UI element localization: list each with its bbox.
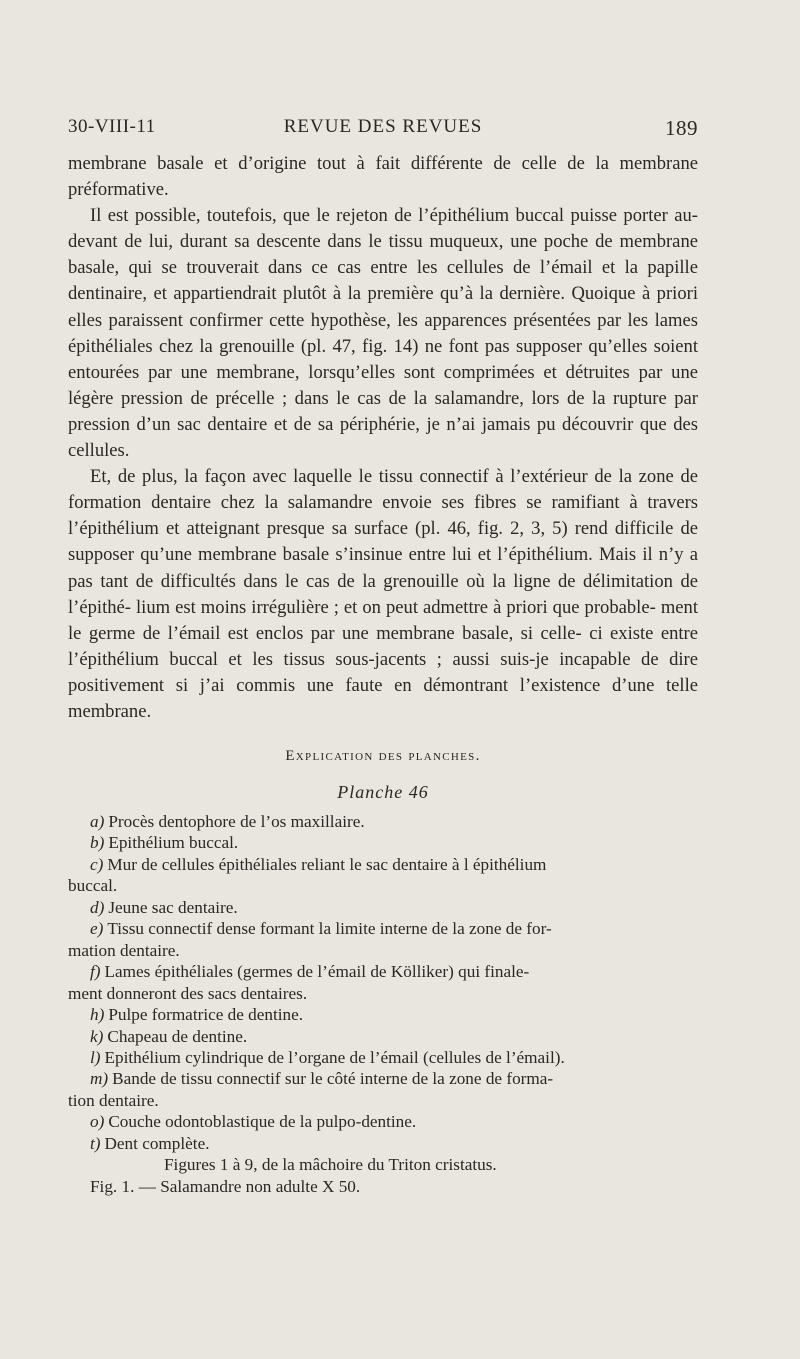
- text-line: démontrant l’existence d’une telle membrane.: [68, 674, 699, 722]
- legend-text: Tissu connectif dense formant la limite interne de la zone de for-: [107, 919, 552, 939]
- text-line: s’insinue entre lui et l’épithélium. Mais il n’y a pas tant de difficultés: [68, 544, 699, 592]
- text-line: entourées par une membrane, lorsqu’elles sont comprimées et détruites: [68, 361, 630, 383]
- legend-text: Mur de cellules épithéliales reliant le sac dentaire à l épithélium: [107, 854, 547, 874]
- legend-key: l): [90, 1047, 101, 1067]
- legend-text-continued: buccal.: [68, 876, 118, 896]
- text-line: ment le germe de l’émail est enclos par une membrane basale, si celle-: [68, 596, 699, 644]
- text-line: cette hypothèse, les apparences présentées par les lames épithéliales: [68, 309, 698, 357]
- legend-item: [90, 811, 695, 832]
- legend-key: t): [90, 1133, 101, 1153]
- legend-text: Epithélium buccal.: [108, 833, 239, 853]
- text-line: Il est possible, toutefois, que le rejeton de l’épithélium buccal puisse: [90, 205, 617, 227]
- legend-item: [90, 1133, 695, 1154]
- text-line: suis-je incapable de dire positivement si j’ai commis une faute en: [68, 648, 698, 696]
- legend-key: m): [90, 1069, 109, 1089]
- text-line: cellules de l’émail et la papille dentinaire, et appartiendrait plutôt à la: [68, 257, 698, 305]
- text-line: une poche de membrane basale, qui se trouverait dans ce cas entre les: [68, 231, 698, 279]
- text-line: par une légère pression de précelle ; dans le cas de la salamandre,: [68, 361, 698, 409]
- legend-text: Dent complète.: [104, 1133, 210, 1153]
- legend-key: e): [90, 919, 104, 939]
- text-line: porter au-devant de lui, durant sa descente dans le tissu muqueux,: [68, 205, 698, 253]
- running-header: [68, 116, 698, 142]
- text-line: chez la grenouille (pl. 47, fig. 14) ne font pas supposer qu’elles soient: [159, 335, 698, 357]
- legend-text: Jeune sac dentaire.: [108, 897, 238, 917]
- legend-item: [90, 897, 695, 918]
- legend-key: k): [90, 1026, 104, 1046]
- legend-key: b): [90, 833, 105, 853]
- legend-text: Couche odontoblastique de la pulpo-dentine.: [108, 1112, 417, 1132]
- legend-text: Procès dentophore de l’os maxillaire.: [108, 812, 365, 831]
- legend-item: [68, 918, 695, 961]
- page-number: 189: [665, 116, 698, 140]
- text-line: lors de la rupture par pression d’un sac dentaire et de sa périphérie,: [68, 387, 699, 435]
- legend-key: h): [90, 1005, 105, 1025]
- paragraph: [68, 151, 698, 203]
- body-text: [68, 151, 698, 725]
- text-line: ci existe entre l’épithélium buccal et les tissus sous-jacents ; aussi: [68, 622, 699, 670]
- legend-item: [90, 1047, 695, 1068]
- legend-item: [68, 1068, 695, 1111]
- legend-text: Chapeau de dentine.: [107, 1026, 248, 1046]
- paragraph: [68, 203, 698, 464]
- legend-list: [68, 811, 695, 1154]
- text-line: de la zone de formation dentaire chez la salamandre envoie ses fibres: [68, 466, 698, 514]
- text-line: 46, fig. 2, 3, 5) rend difficile de supposer qu’une membrane basale: [68, 518, 698, 566]
- text-line: membrane préformative.: [68, 153, 699, 201]
- legend-item: [90, 1004, 695, 1025]
- text-line: Et, de plus, la façon avec laquelle le tissu connectif à l’extérieur: [90, 466, 588, 488]
- legend-key: o): [90, 1112, 105, 1132]
- header-date: 30-VIII-11: [68, 116, 156, 137]
- legend-item: [90, 1111, 695, 1132]
- text-line: première qu’à la dernière. Quoique à priori elles paraissent confirmer: [68, 283, 698, 331]
- section-title: Explication des planches.: [285, 748, 481, 764]
- legend-text-continued: tion dentaire.: [68, 1090, 159, 1110]
- paragraph: [68, 464, 698, 725]
- text-line: lium est moins irrégulière ; et on peut admettre à priori que probable-: [136, 596, 656, 618]
- legend-item: [68, 961, 695, 1004]
- legend-text-continued: mation dentaire.: [68, 940, 180, 960]
- legend-text: Bande de tissu connectif sur le côté interne de la zone de forma-: [112, 1069, 554, 1089]
- plate-title: Planche 46: [337, 782, 429, 802]
- legend-key: a): [90, 812, 105, 831]
- legend-text-continued: ment donneront des sacs dentaires.: [68, 983, 308, 1003]
- legend-key: c): [90, 854, 104, 874]
- legend-text: Lames épithéliales (germes de l’émail de Kölliker) qui finale-: [104, 962, 530, 982]
- text-line: membrane basale et d’origine tout à fait différente de celle de la: [68, 153, 609, 174]
- legend-key: d): [90, 897, 105, 917]
- legend-text: Pulpe formatrice de dentine.: [108, 1005, 304, 1025]
- legend-item: [90, 832, 695, 853]
- legend-text: Epithélium cylindrique de l’organe de l’émail (cellules de l’émail).: [104, 1047, 565, 1067]
- header-title: REVUE DES REVUES: [283, 116, 483, 137]
- plate-legend: [68, 811, 695, 1197]
- legend-item: [68, 854, 695, 897]
- text-line: dans le cas de la grenouille où la ligne de délimitation de l’épithé-: [68, 570, 698, 618]
- text-line: je n’ai jamais pu découvrir que des cellules.: [68, 413, 698, 462]
- figure-caption: Fig. 1. — Salamandre non adulte X 50.: [90, 1176, 361, 1196]
- legend-item: [90, 1026, 695, 1047]
- figures-note: Figures 1 à 9, de la mâchoire du Triton cristatus.: [164, 1155, 497, 1175]
- legend-key: f): [90, 962, 101, 982]
- text-line: se ramifiant à travers l’épithélium et atteignant presque sa surface (pl.: [68, 492, 698, 540]
